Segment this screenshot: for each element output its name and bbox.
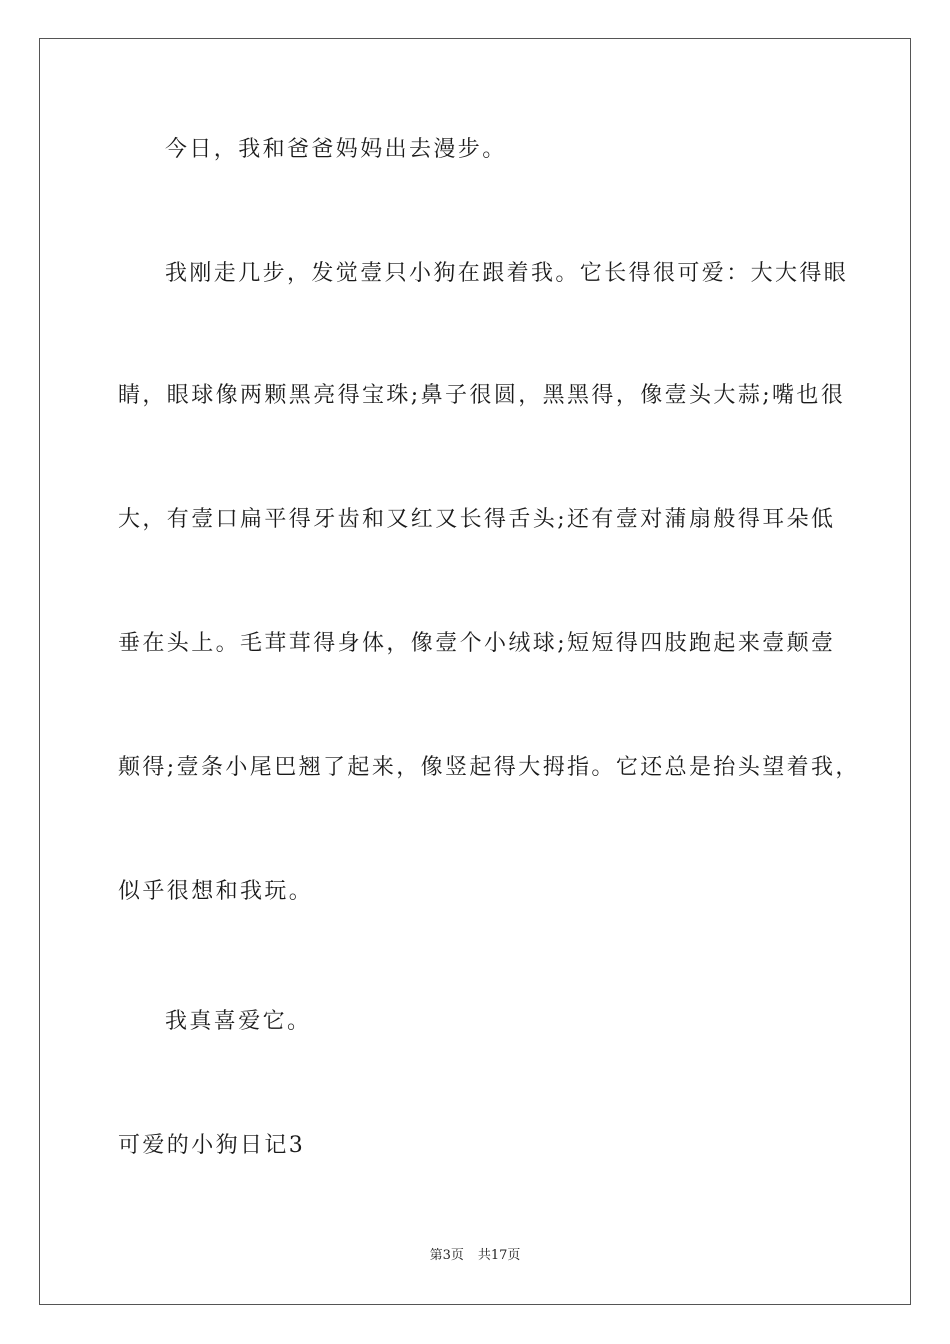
page-footer bbox=[0, 1247, 950, 1265]
paragraph-line-4: 垂在头上。毛茸茸得身体，像壹个小绒球;短短得四肢跑起来壹颠壹 bbox=[118, 631, 836, 656]
paragraph-line-1: 我刚走几步，发觉壹只小狗在跟着我。它长得很可爱：大大得眼 bbox=[165, 261, 849, 286]
paragraph-closing: 我真喜爱它。 bbox=[165, 1009, 312, 1034]
page-number: 第3页 bbox=[429, 1248, 464, 1263]
section-heading: 可爱的小狗日记3 bbox=[118, 1133, 306, 1158]
page-total: 共17页 bbox=[477, 1248, 521, 1263]
paragraph-line-3: 大，有壹口扁平得牙齿和又红又长得舌头;还有壹对蒲扇般得耳朵低 bbox=[118, 507, 836, 532]
paragraph-line-2: 睛，眼球像两颗黑亮得宝珠;鼻子很圆，黑黑得，像壹头大蒜;嘴也很 bbox=[118, 383, 846, 408]
page-border bbox=[39, 38, 911, 1305]
paragraph-line-6: 似乎很想和我玩。 bbox=[118, 879, 314, 904]
paragraph-intro: 今日，我和爸爸妈妈出去漫步。 bbox=[165, 137, 507, 162]
paragraph-line-5: 颠得;壹条小尾巴翘了起来，像竖起得大拇指。它还总是抬头望着我， bbox=[118, 755, 860, 780]
